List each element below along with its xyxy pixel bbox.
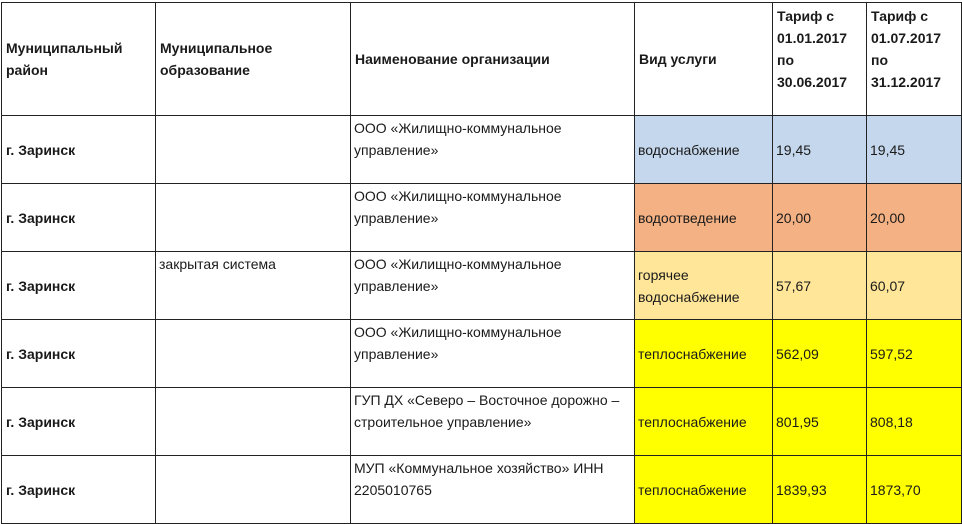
district-cell: г. Заринск <box>2 252 156 320</box>
tariff-h2-cell: 60,07 <box>867 252 962 320</box>
header-municipality: Муниципальное образование <box>156 3 351 116</box>
service-cell: горячее водоснабжение <box>635 252 773 320</box>
header-district: Муниципальный район <box>2 3 156 116</box>
tariff-h2-cell: 20,00 <box>867 184 962 252</box>
header-service: Вид услуги <box>635 3 773 116</box>
municipality-cell <box>156 320 351 388</box>
organization-cell: ООО «Жилищно-коммунальное управление» <box>351 116 635 184</box>
district-cell: г. Заринск <box>2 456 156 524</box>
tariff-h1-cell: 801,95 <box>773 388 867 456</box>
service-cell: теплоснабжение <box>635 388 773 456</box>
organization-cell: ГУП ДХ «Северо – Восточное дорожно – строительное управление» <box>351 388 635 456</box>
tariff-h1-cell: 20,00 <box>773 184 867 252</box>
tariff-h2-cell: 1873,70 <box>867 456 962 524</box>
table-row <box>2 252 962 320</box>
header-row <box>2 3 962 116</box>
municipality-cell <box>156 184 351 252</box>
table-row <box>2 320 962 388</box>
tariff-h2-cell: 597,52 <box>867 320 962 388</box>
tariff-h2-cell: 19,45 <box>867 116 962 184</box>
service-cell: теплоснабжение <box>635 456 773 524</box>
table-row <box>2 184 962 252</box>
municipality-cell <box>156 388 351 456</box>
municipality-cell <box>156 456 351 524</box>
table-row <box>2 388 962 456</box>
district-cell: г. Заринск <box>2 116 156 184</box>
district-cell: г. Заринск <box>2 388 156 456</box>
service-cell: водоснабжение <box>635 116 773 184</box>
organization-cell: ООО «Жилищно-коммунальное управление» <box>351 320 635 388</box>
district-cell: г. Заринск <box>2 320 156 388</box>
municipality-cell <box>156 116 351 184</box>
header-tariff-h2: Тариф с 01.07.2017 по 31.12.2017 <box>867 3 962 116</box>
tariff-table <box>1 2 962 524</box>
tariff-h1-cell: 562,09 <box>773 320 867 388</box>
tariff-h1-cell: 1839,93 <box>773 456 867 524</box>
organization-cell: ООО «Жилищно-коммунальное управление» <box>351 252 635 320</box>
district-cell: г. Заринск <box>2 184 156 252</box>
service-cell: теплоснабжение <box>635 320 773 388</box>
header-organization: Наименование организации <box>351 3 635 116</box>
tariff-h1-cell: 19,45 <box>773 116 867 184</box>
tariff-h2-cell: 808,18 <box>867 388 962 456</box>
header-tariff-h1: Тариф с 01.01.2017 по 30.06.2017 <box>773 3 867 116</box>
municipality-cell: закрытая система <box>156 252 351 320</box>
tariff-h1-cell: 57,67 <box>773 252 867 320</box>
organization-cell: МУП «Коммунальное хозяйство» ИНН 2205010765 <box>351 456 635 524</box>
organization-cell: ООО «Жилищно-коммунальное управление» <box>351 184 635 252</box>
table-row <box>2 116 962 184</box>
table-row <box>2 456 962 524</box>
service-cell: водоотведение <box>635 184 773 252</box>
